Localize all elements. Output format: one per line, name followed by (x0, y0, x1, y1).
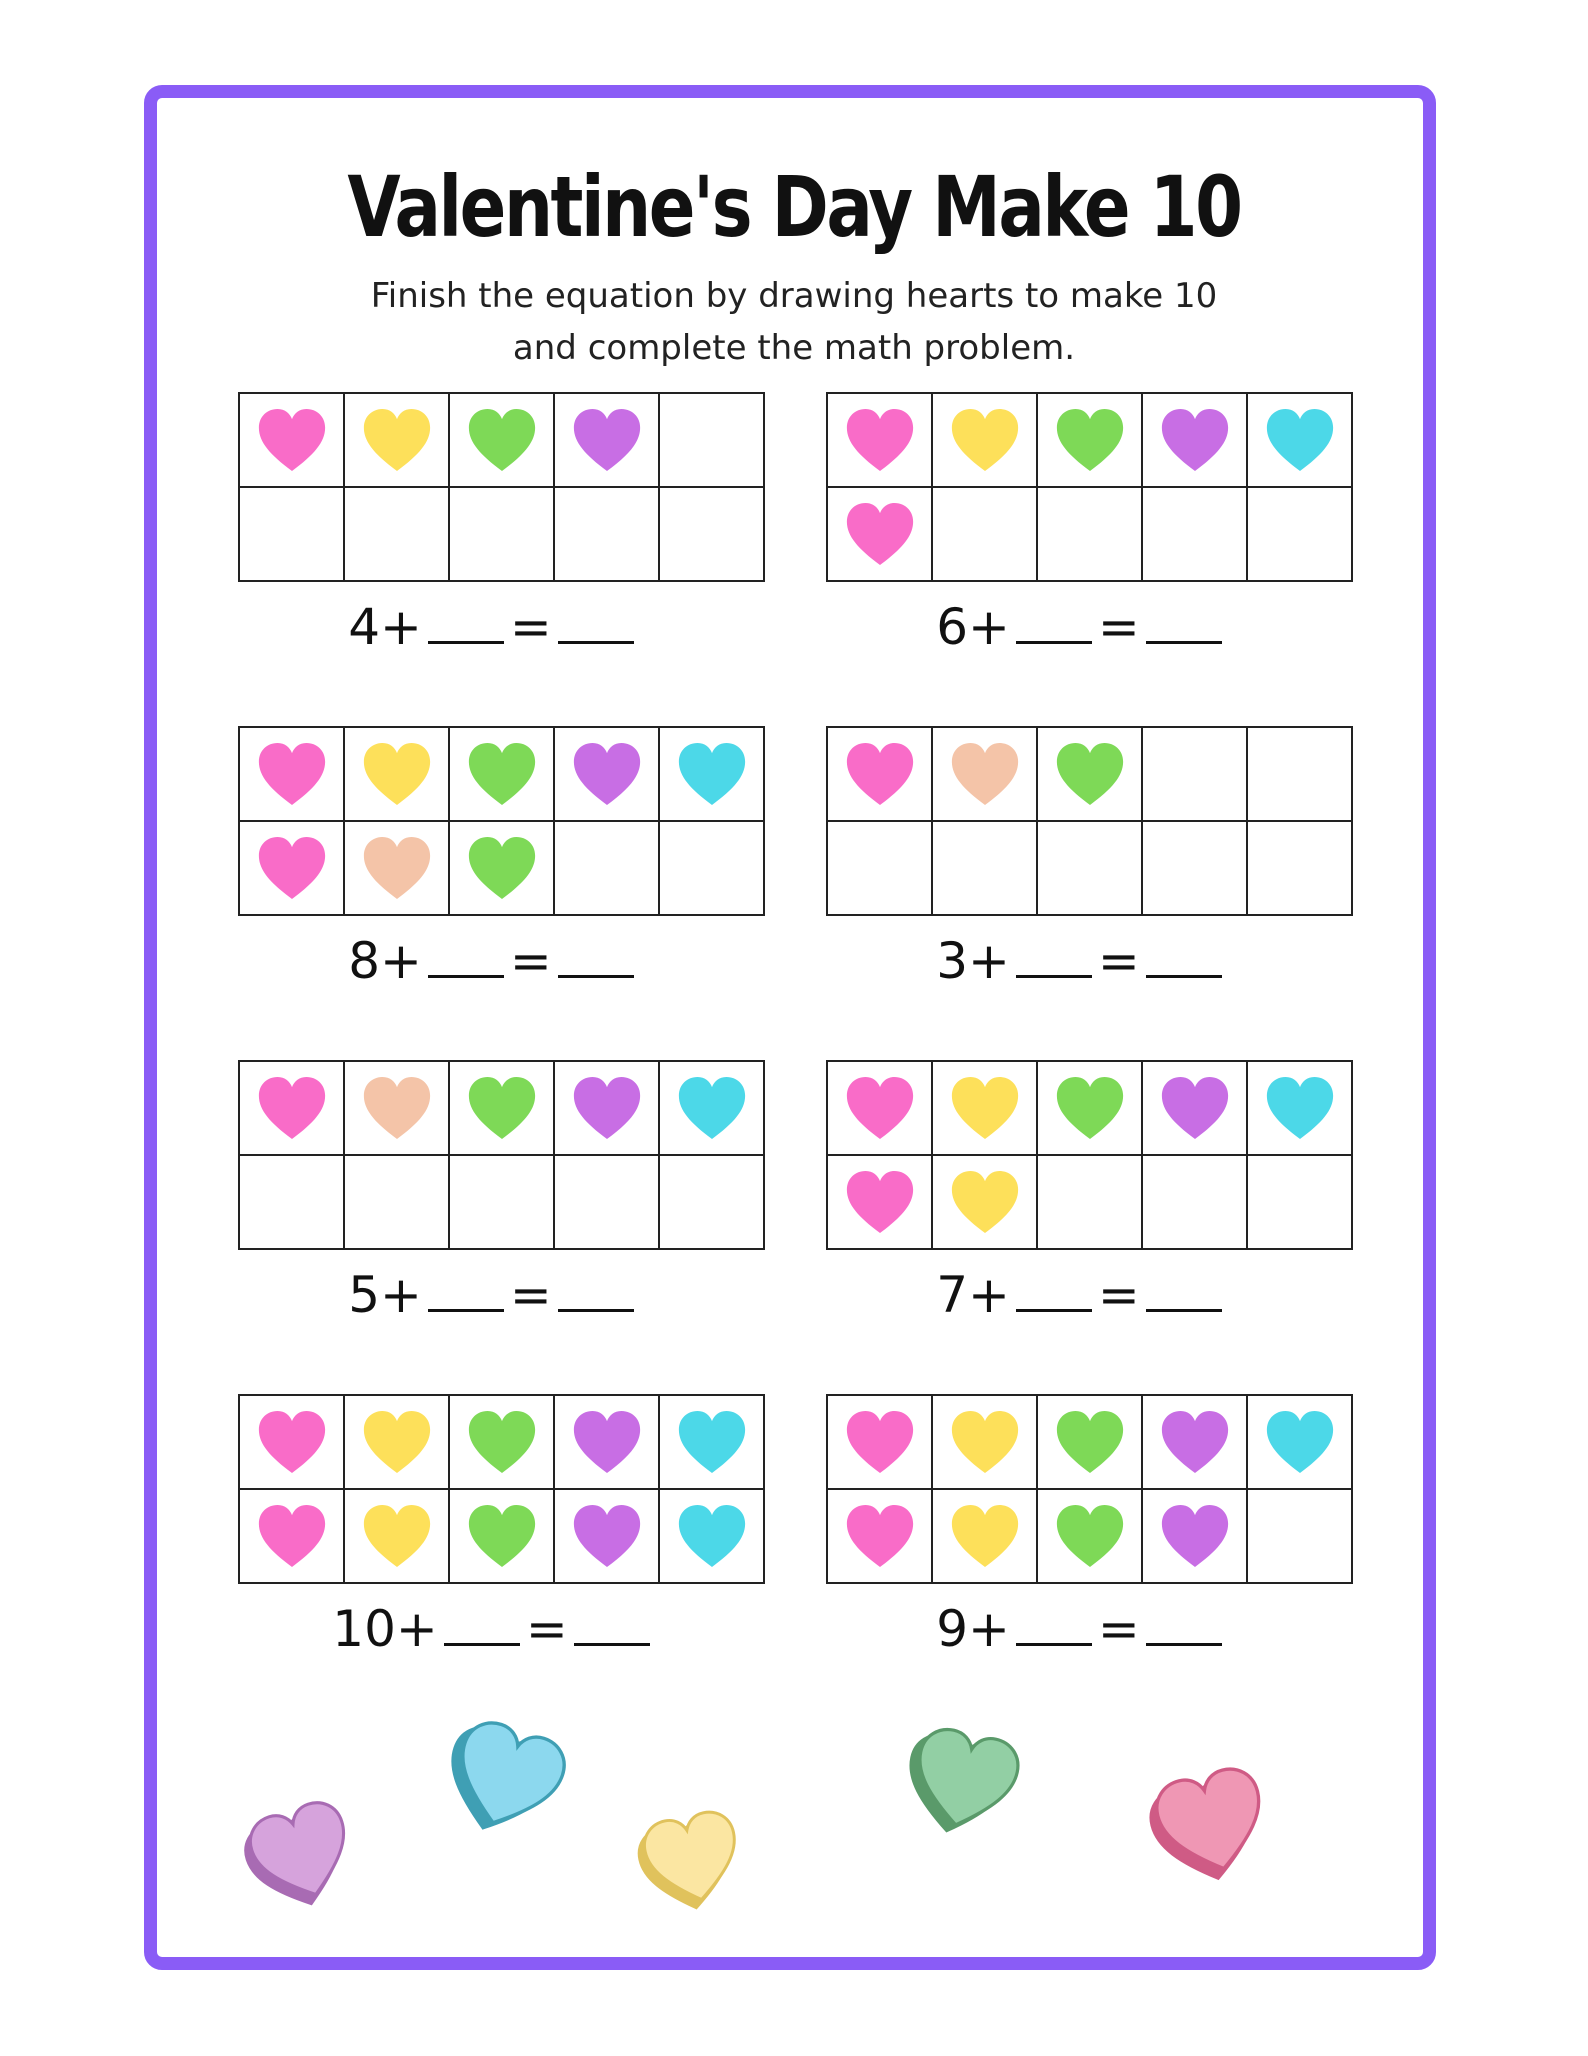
equals-sign: = (509, 1266, 552, 1324)
ten-frame-cell[interactable] (660, 1490, 763, 1582)
ten-frame-cell[interactable] (1038, 1156, 1141, 1248)
ten-frame-cell[interactable] (555, 1156, 658, 1248)
heart-icon (466, 1075, 538, 1141)
ten-frame-cell[interactable] (933, 1396, 1036, 1488)
equation (822, 932, 1342, 990)
answer-blank-addend[interactable] (428, 607, 504, 644)
answer-blank-addend[interactable] (444, 1609, 520, 1646)
heart-icon (466, 1409, 538, 1475)
ten-frame-cell[interactable] (1143, 394, 1246, 486)
ten-frame-cell[interactable] (828, 1156, 931, 1248)
ten-frame-cell[interactable] (1038, 1062, 1141, 1154)
ten-frame-cell[interactable] (1143, 1396, 1246, 1488)
heart-icon (361, 1503, 433, 1569)
heart-icon (361, 835, 433, 901)
ten-frame-cell[interactable] (828, 1062, 931, 1154)
ten-frame (238, 1060, 765, 1250)
heart-icon (571, 741, 643, 807)
heart-icon (256, 835, 328, 901)
plus-sign: + (395, 1600, 438, 1658)
plus-sign: + (380, 1266, 422, 1324)
answer-blank-addend[interactable] (1016, 1275, 1092, 1312)
heart-icon (844, 407, 916, 473)
heart-icon (844, 741, 916, 807)
answer-blank-sum[interactable] (558, 607, 634, 644)
ten-frame-cell[interactable] (1143, 1490, 1246, 1582)
ten-frame-cell[interactable] (1143, 822, 1246, 914)
heart-icon (466, 1503, 538, 1569)
answer-blank-addend[interactable] (1016, 941, 1092, 978)
ten-frame-cell[interactable] (933, 1490, 1036, 1582)
plus-sign: + (380, 932, 422, 990)
answer-blank-sum[interactable] (558, 941, 634, 978)
ten-frame-cell[interactable] (1248, 1490, 1351, 1582)
answer-blank-sum[interactable] (1146, 1275, 1222, 1312)
ten-frame-cell[interactable] (555, 1490, 658, 1582)
heart-icon (676, 1075, 748, 1141)
ten-frame (238, 1394, 765, 1584)
heart-icon (361, 1075, 433, 1141)
equation (822, 1266, 1342, 1324)
ten-frame-cell[interactable] (240, 728, 343, 820)
ten-frame-cell[interactable] (345, 1062, 448, 1154)
ten-frame-cell[interactable] (450, 1490, 553, 1582)
equals-sign: = (1097, 1600, 1140, 1658)
heart-icon (844, 501, 916, 567)
heart-icon (256, 1503, 328, 1569)
ten-frame-cell[interactable] (450, 394, 553, 486)
plus-sign: + (968, 1600, 1010, 1658)
heart-icon (844, 1503, 916, 1569)
ten-frame-cell[interactable] (555, 394, 658, 486)
ten-frame-cell[interactable] (660, 822, 763, 914)
equation (234, 932, 754, 990)
instruction-line-1: Finish the equation by drawing hearts to make 10 (370, 276, 1218, 316)
plus-sign: + (380, 598, 422, 656)
answer-blank-sum[interactable] (1146, 941, 1222, 978)
ten-frame-cell[interactable] (828, 822, 931, 914)
answer-blank-addend[interactable] (428, 941, 504, 978)
ten-frame (826, 1060, 1353, 1250)
heart-icon (949, 741, 1021, 807)
ten-frame-cell[interactable] (555, 1062, 658, 1154)
ten-frame-cell[interactable] (555, 1396, 658, 1488)
equation (234, 1600, 754, 1658)
ten-frame-cell[interactable] (828, 394, 931, 486)
ten-frame-cell[interactable] (450, 1062, 553, 1154)
ten-frame-cell[interactable] (345, 1396, 448, 1488)
answer-blank-sum[interactable] (1146, 607, 1222, 644)
heart-icon (361, 1409, 433, 1475)
heart-icon (676, 1409, 748, 1475)
heart-icon (844, 1075, 916, 1141)
equation (234, 1266, 754, 1324)
equation-start-number: 10 (332, 1600, 396, 1658)
heart-icon (256, 407, 328, 473)
ten-frame-cell[interactable] (240, 1396, 343, 1488)
heart-icon (571, 1503, 643, 1569)
heart-icon (571, 407, 643, 473)
ten-frame-cell[interactable] (555, 728, 658, 820)
equation (234, 598, 754, 656)
heart-icon (844, 1409, 916, 1475)
ten-frame-cell[interactable] (1248, 1062, 1351, 1154)
heart-icon (949, 407, 1021, 473)
instruction-line-2: and complete the math problem. (512, 328, 1076, 368)
heart-icon (571, 1409, 643, 1475)
instructions (0, 270, 1588, 374)
plus-sign: + (968, 932, 1010, 990)
plus-sign: + (968, 598, 1010, 656)
heart-icon (466, 407, 538, 473)
heart-icon (676, 1503, 748, 1569)
equation-start-number: 5 (348, 1266, 380, 1324)
equation (822, 598, 1342, 656)
heart-icon (1054, 1503, 1126, 1569)
heart-icon (1159, 1503, 1231, 1569)
heart-icon (1264, 1075, 1336, 1141)
ten-frame (238, 392, 765, 582)
equals-sign: = (509, 598, 552, 656)
heart-icon (1264, 407, 1336, 473)
ten-frame-cell[interactable] (933, 1062, 1036, 1154)
ten-frame-cell[interactable] (933, 728, 1036, 820)
ten-frame-cell[interactable] (240, 394, 343, 486)
ten-frame (826, 726, 1353, 916)
ten-frame-cell[interactable] (660, 1156, 763, 1248)
ten-frame-cell[interactable] (1038, 822, 1141, 914)
ten-frame-cell[interactable] (933, 394, 1036, 486)
ten-frame-cell[interactable] (1248, 1156, 1351, 1248)
equals-sign: = (509, 932, 552, 990)
heart-icon (1054, 1409, 1126, 1475)
ten-frame (826, 1394, 1353, 1584)
ten-frame-cell[interactable] (240, 1156, 343, 1248)
ten-frame-cell[interactable] (1143, 1062, 1246, 1154)
ten-frame-cell[interactable] (555, 488, 658, 580)
heart-icon (949, 1503, 1021, 1569)
plus-sign: + (968, 1266, 1010, 1324)
equation-start-number: 4 (348, 598, 380, 656)
ten-frame-cell[interactable] (345, 394, 448, 486)
equation-start-number: 9 (936, 1600, 968, 1658)
heart-icon (676, 741, 748, 807)
ten-frame-cell[interactable] (345, 728, 448, 820)
ten-frame-cell[interactable] (1038, 394, 1141, 486)
ten-frame-cell[interactable] (240, 1062, 343, 1154)
ten-frame-cell[interactable] (1248, 394, 1351, 486)
heart-icon (466, 741, 538, 807)
ten-frame-cell[interactable] (450, 822, 553, 914)
ten-frame-cell[interactable] (240, 488, 343, 580)
ten-frame-cell[interactable] (345, 1156, 448, 1248)
ten-frame-cell[interactable] (450, 728, 553, 820)
ten-frame-cell[interactable] (555, 822, 658, 914)
heart-icon (1054, 741, 1126, 807)
heart-icon (256, 741, 328, 807)
ten-frame-cell[interactable] (450, 488, 553, 580)
equation (822, 1600, 1342, 1658)
ten-frame-cell[interactable] (345, 488, 448, 580)
equals-sign: = (525, 1600, 568, 1658)
ten-frame-cell[interactable] (1143, 1156, 1246, 1248)
ten-frame-cell[interactable] (240, 1490, 343, 1582)
answer-blank-addend[interactable] (1016, 607, 1092, 644)
ten-frame-cell[interactable] (450, 1396, 553, 1488)
heart-icon (571, 1075, 643, 1141)
ten-frame-cell[interactable] (1248, 822, 1351, 914)
ten-frame-cell[interactable] (933, 822, 1036, 914)
ten-frame-cell[interactable] (1038, 1490, 1141, 1582)
ten-frame-cell[interactable] (660, 394, 763, 486)
equation-start-number: 3 (936, 932, 968, 990)
ten-frame-cell[interactable] (660, 728, 763, 820)
heart-icon (1264, 1409, 1336, 1475)
ten-frame-cell[interactable] (240, 822, 343, 914)
ten-frame-cell[interactable] (1038, 1396, 1141, 1488)
heart-icon (361, 407, 433, 473)
heart-icon (361, 741, 433, 807)
equals-sign: = (1097, 1266, 1140, 1324)
ten-frame-cell[interactable] (450, 1156, 553, 1248)
ten-frame-cell[interactable] (933, 488, 1036, 580)
ten-frame-cell[interactable] (1038, 488, 1141, 580)
ten-frame-cell[interactable] (828, 728, 931, 820)
ten-frame-cell[interactable] (660, 1396, 763, 1488)
ten-frame-cell[interactable] (828, 1396, 931, 1488)
heart-icon (844, 1169, 916, 1235)
ten-frame-cell[interactable] (345, 822, 448, 914)
answer-blank-addend[interactable] (1016, 1609, 1092, 1646)
ten-frame-cell[interactable] (1143, 728, 1246, 820)
answer-blank-sum[interactable] (574, 1609, 650, 1646)
heart-icon (1054, 407, 1126, 473)
ten-frame-cell[interactable] (1248, 488, 1351, 580)
ten-frame-cell[interactable] (828, 1490, 931, 1582)
heart-icon (949, 1075, 1021, 1141)
equation-start-number: 8 (348, 932, 380, 990)
ten-frame-cell[interactable] (1143, 488, 1246, 580)
heart-icon (1054, 1075, 1126, 1141)
answer-blank-addend[interactable] (428, 1275, 504, 1312)
equals-sign: = (1097, 598, 1140, 656)
ten-frame-cell[interactable] (345, 1490, 448, 1582)
ten-frame-cell[interactable] (1038, 728, 1141, 820)
ten-frame-cell[interactable] (828, 488, 931, 580)
answer-blank-sum[interactable] (1146, 1609, 1222, 1646)
ten-frame-cell[interactable] (1248, 728, 1351, 820)
worksheet-title: Valentine's Day Make 10 (347, 158, 1241, 256)
heart-icon (1159, 407, 1231, 473)
ten-frame-cell[interactable] (660, 1062, 763, 1154)
ten-frame-cell[interactable] (933, 1156, 1036, 1248)
ten-frame (826, 392, 1353, 582)
equation-start-number: 6 (936, 598, 968, 656)
heart-icon (1159, 1409, 1231, 1475)
answer-blank-sum[interactable] (558, 1275, 634, 1312)
heart-icon (256, 1409, 328, 1475)
equals-sign: = (1097, 932, 1140, 990)
heart-icon (256, 1075, 328, 1141)
heart-icon (466, 835, 538, 901)
heart-icon (949, 1409, 1021, 1475)
heart-icon (949, 1169, 1021, 1235)
ten-frame-cell[interactable] (660, 488, 763, 580)
heart-icon (1159, 1075, 1231, 1141)
equation-start-number: 7 (936, 1266, 968, 1324)
ten-frame-cell[interactable] (1248, 1396, 1351, 1488)
ten-frame (238, 726, 765, 916)
